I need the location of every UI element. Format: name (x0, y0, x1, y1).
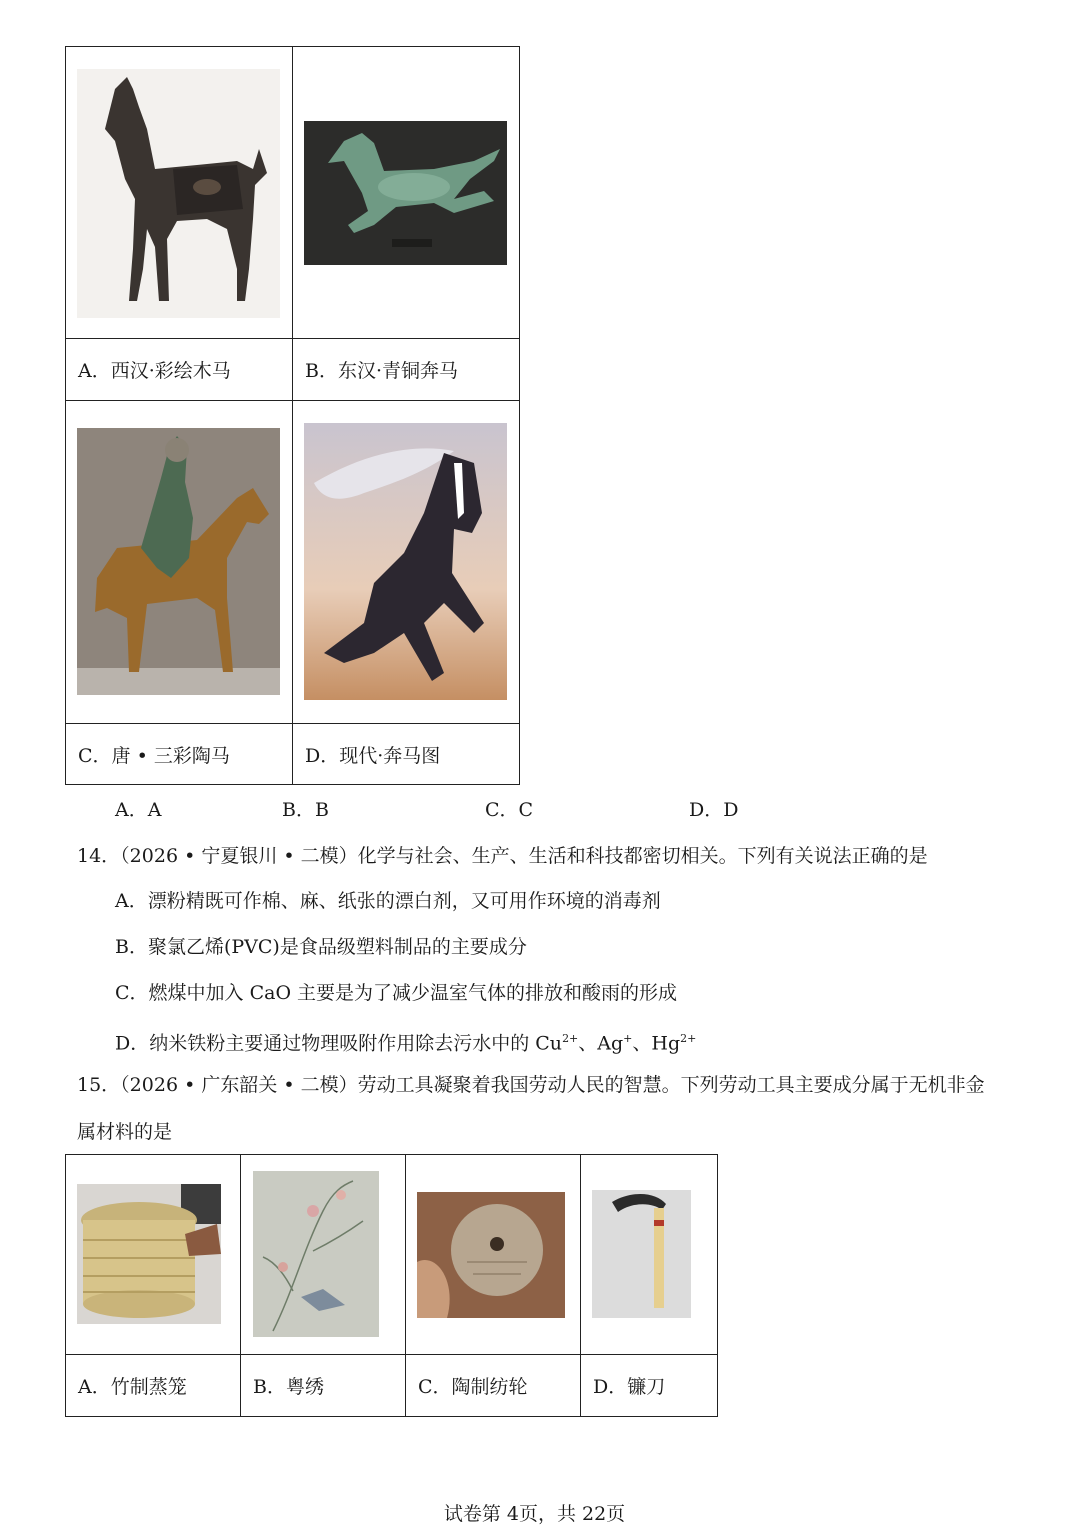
cantonese-embroidery-image (253, 1171, 379, 1337)
q13-answer-c[interactable]: C．C (485, 799, 534, 821)
painted-wooden-horse-image (77, 69, 280, 318)
q13-cell-d-image (293, 401, 520, 724)
q13-option-b-caption: B．东汉·青铜奔马 (305, 360, 459, 382)
q15-option-c-caption: C．陶制纺轮 (418, 1376, 528, 1398)
q15-option-b-caption: B．粤绣 (253, 1376, 324, 1398)
q14-option-d-cu-charge: 2+ (562, 1032, 579, 1045)
q15-option-a-caption: A．竹制蒸笼 (78, 1376, 187, 1398)
q15-cell-b-image (241, 1155, 406, 1355)
q13-answer-a[interactable]: A．A (115, 799, 162, 821)
q13-cell-b-caption (293, 339, 520, 401)
q13-cell-c-image (66, 401, 293, 724)
q15-option-table (65, 1154, 718, 1417)
q14-option-d-sep2: 、Hg (632, 1032, 681, 1055)
q15-option-d-caption: D．镰刀 (593, 1376, 666, 1398)
q15-stem-line1: 15．（2026 • 广东韶关 • 二模）劳动工具凝聚着我国劳动人民的智慧。下列劳动工具主要成分属于无机非金 (77, 1074, 985, 1096)
q14-stem: 14．（2026 • 宁夏银川 • 二模）化学与社会、生产、生活和科技都密切相关。下列有关说法正确的是 (77, 845, 928, 867)
q13-option-d-caption: D．现代·奔马图 (305, 744, 441, 767)
q14-option-b[interactable]: B．聚氯乙烯(PVC)是食品级塑料制品的主要成分 (115, 936, 527, 958)
q13-cell-b-image (293, 47, 520, 339)
q15-stem-line2: 属材料的是 (77, 1121, 173, 1143)
galloping-horse-painting-image (304, 423, 507, 700)
q15-cell-a-caption (66, 1355, 241, 1417)
q13-option-c-caption: C．唐 • 三彩陶马 (78, 744, 230, 767)
q15-cell-a-image (66, 1155, 241, 1355)
page-footer: 试卷第 4页，共 22页 (443, 1503, 626, 1525)
q14-option-a[interactable]: A．漂粉精既可作棉、麻、纸张的漂白剂，又可用作环境的消毒剂 (115, 890, 661, 912)
q13-cell-d-caption (293, 724, 520, 785)
q13-option-a-caption: A．西汉·彩绘木马 (78, 360, 231, 382)
q15-cell-c-image (406, 1155, 581, 1355)
q13-option-table (65, 46, 520, 785)
q13-cell-a-caption (66, 339, 293, 401)
q15-cell-d-caption (581, 1355, 718, 1417)
q13-answer-b[interactable]: B．B (282, 799, 329, 821)
q13-answer-d[interactable]: D．D (689, 799, 739, 821)
q13-cell-c-caption (66, 724, 293, 785)
bamboo-steamer-image (77, 1184, 221, 1324)
sickle-image (592, 1190, 691, 1318)
q15-cell-b-caption (241, 1355, 406, 1417)
q14-option-c[interactable]: C．燃煤中加入 CaO 主要是为了减少温室气体的排放和酸雨的形成 (115, 982, 678, 1004)
tang-sancai-horse-image (77, 428, 280, 695)
q14-option-d-ag-charge: + (623, 1032, 633, 1045)
q14-option-d[interactable] (115, 1027, 696, 1055)
q14-option-d-hg-charge: 2+ (680, 1032, 697, 1045)
q14-option-d-text: D．纳米铁粉主要通过物理吸附作用除去污水中的 Cu (115, 1032, 563, 1055)
q15-cell-d-image (581, 1155, 718, 1355)
q15-cell-c-caption (406, 1355, 581, 1417)
q13-cell-a-image (66, 47, 293, 339)
bronze-galloping-horse-image (304, 121, 507, 265)
ceramic-spindle-whorl-image (417, 1192, 565, 1318)
q14-option-d-sep1: 、Ag (578, 1032, 624, 1055)
